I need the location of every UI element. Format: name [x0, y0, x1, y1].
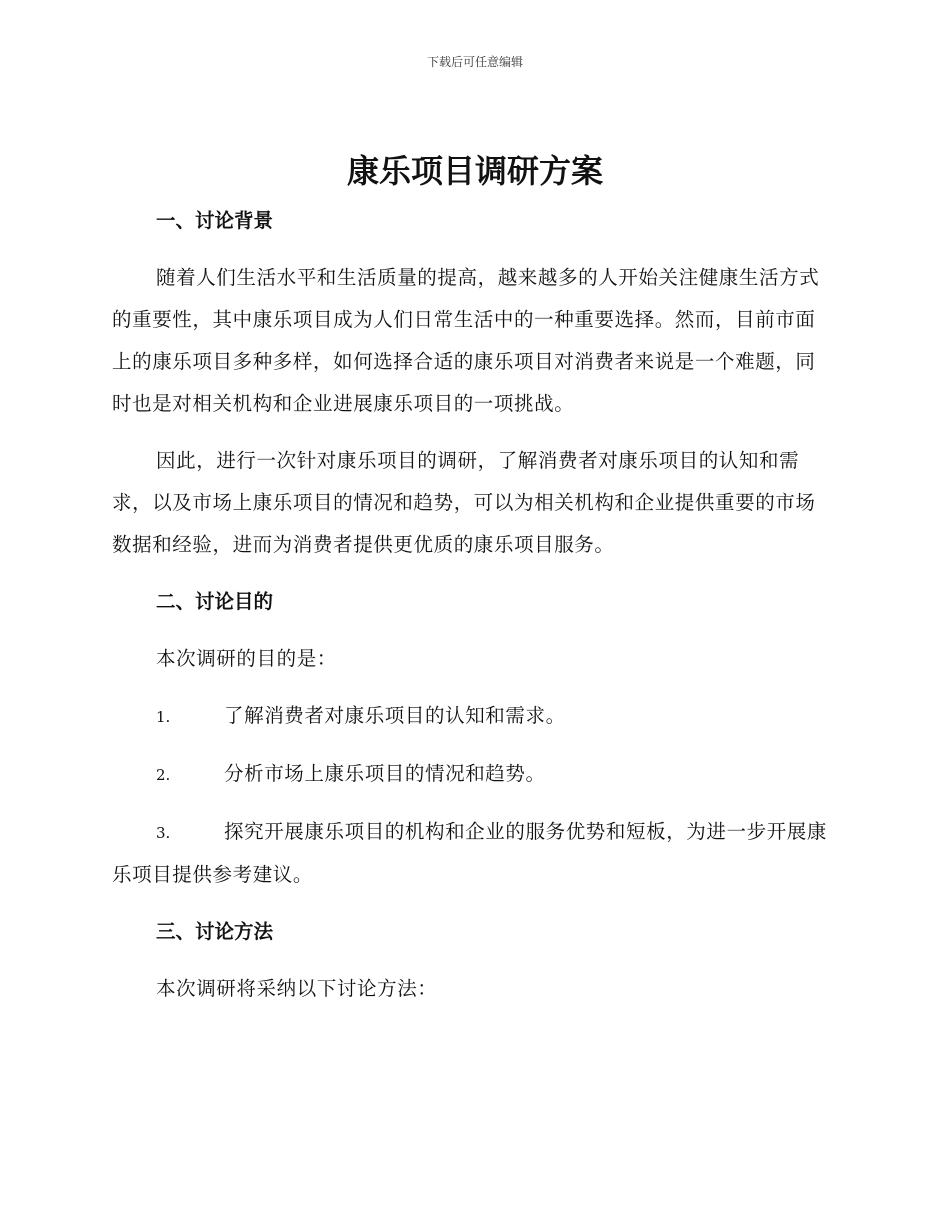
- method-intro: 本次调研将采纳以下讨论方法：: [156, 977, 438, 1000]
- list-item: [112, 811, 834, 896]
- section-heading-purpose: 二、讨论目的: [156, 590, 274, 613]
- list-text: 了解消费者对康乐项目的认知和需求。: [224, 704, 566, 727]
- list-text: 探究开展康乐项目的机构和企业的服务优势和短板，为进一步开展康乐项目提供参考建议。: [112, 820, 828, 886]
- list-item: [112, 753, 834, 796]
- background-paragraph-1: 随着人们生活水平和生活质量的提高，越来越多的人开始关注健康生活方式的重要性，其中康乐项目成为人们日常生活中的一种重要选择。然而，目前市面上的康乐项目多种多样，如何选择合适的康乐项目对消费者来说是一个难题，同时也是对相关机构和企业进展康乐项目的一项挑战。: [112, 266, 820, 415]
- list-number: 3.: [156, 824, 171, 842]
- purpose-intro: 本次调研的目的是：: [156, 647, 337, 670]
- section-heading-method: 三、讨论方法: [156, 920, 274, 943]
- list-number: 2.: [156, 766, 171, 784]
- list-item: [112, 695, 834, 738]
- document-title: 康乐项目调研方案: [346, 152, 603, 190]
- section-heading-background: 一、讨论背景: [156, 209, 274, 232]
- document-body: [112, 200, 834, 1010]
- page-header-note: 下载后可任意编辑: [426, 55, 523, 69]
- list-number: 1.: [156, 708, 171, 726]
- list-text: 分析市场上康乐项目的情况和趋势。: [224, 762, 546, 785]
- background-paragraph-2: 因此，进行一次针对康乐项目的调研，了解消费者对康乐项目的认知和需求，以及市场上康乐项目的情况和趋势，可以为相关机构和企业提供重要的市场数据和经验，进而为消费者提供更优质的康乐项目服务。: [112, 449, 816, 556]
